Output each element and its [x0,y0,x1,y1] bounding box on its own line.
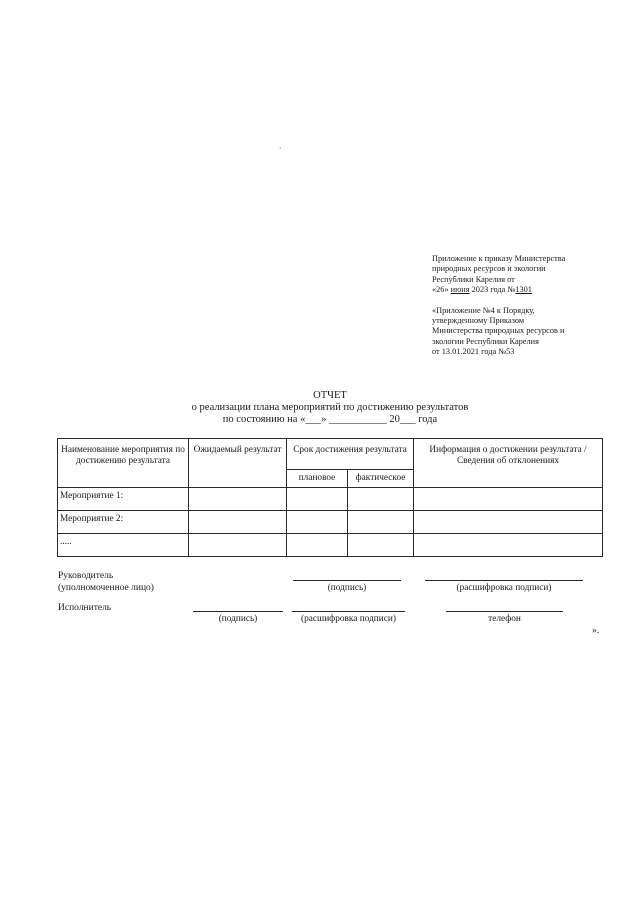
executor-decoding-caption: (расшифровка подписи) [301,614,396,624]
order-year: 2023 года [471,285,506,295]
appendix-order-date [432,285,622,295]
table-row [58,511,603,534]
report-table [57,438,603,557]
report-date-line: по состоянию на «___» ___________ 20___ года [222,414,438,425]
header-achievement-info: Информация о достижении результата / Сведения об отклонениях [414,439,603,488]
head-signature-caption: (подпись) [327,583,367,593]
head-signature-line [293,580,401,581]
executor-decoding-line [292,611,405,612]
appendix-line: Приложение к приказу Министерства [432,254,566,263]
table-cell [414,534,603,557]
row-activity-name: Мероприятие 2: [58,511,189,534]
appendix-order-block [432,254,622,296]
row-activity-name: ..... [58,534,189,557]
head-sublabel: (уполномоченное лицо) [58,583,154,593]
table-cell [287,488,348,511]
report-subtitle: о реализации плана мероприятий по достижению результатов [191,402,469,413]
stray-mark: ` [279,146,282,155]
header-actual: фактическое [348,470,414,488]
report-title: ОТЧЕТ [313,390,347,401]
appendix-line: природных ресурсов и экологии [432,264,546,274]
executor-signature-line [193,611,283,612]
table-header-row [58,439,603,470]
order-number-label: № [507,285,516,295]
table-cell [189,488,287,511]
table-row [58,534,603,557]
table-row [58,488,603,511]
table-cell [414,488,603,511]
executor-phone-caption: телефон [488,614,521,624]
closing-quote: ». [592,626,600,636]
row-activity-name: Мероприятие 1: [58,488,189,511]
appendix-line: Республики Карелия от [432,274,515,284]
table-cell [189,511,287,534]
appendix-line: от 13.01.2021 года №53 [432,347,515,357]
table-cell [287,511,348,534]
executor-label: Исполнитель [58,603,112,613]
appendix-line: «Приложение №4 к Порядку, [432,305,535,315]
head-decoding-caption: (расшифровка подписи) [456,583,552,593]
header-expected-result: Ожидаемый результат [189,439,287,488]
header-activity-name: Наименование мероприятия по достижению результата [58,439,189,488]
table-cell [348,534,414,557]
table-cell [414,511,603,534]
executor-signature-caption: (подпись) [218,614,258,624]
table-cell [348,511,414,534]
header-deadline: Срок достижения результата [287,439,414,470]
order-month: июня [450,285,470,295]
appendix-procedure-block [432,306,622,358]
header-planned: плановое [287,470,348,488]
head-label: Руководитель [58,571,114,581]
appendix-line: экологии Республики Карелия [432,336,539,346]
executor-phone-line [446,611,563,612]
table-cell [287,534,348,557]
order-number: 1301 [515,285,532,295]
table-cell [348,488,414,511]
table-cell [189,534,287,557]
order-day: «26» [432,285,449,295]
appendix-note [432,254,622,358]
appendix-line: утвержденному Приказом [432,316,525,326]
head-decoding-line [425,580,583,581]
appendix-line: Министерства природных ресурсов и [432,326,565,336]
